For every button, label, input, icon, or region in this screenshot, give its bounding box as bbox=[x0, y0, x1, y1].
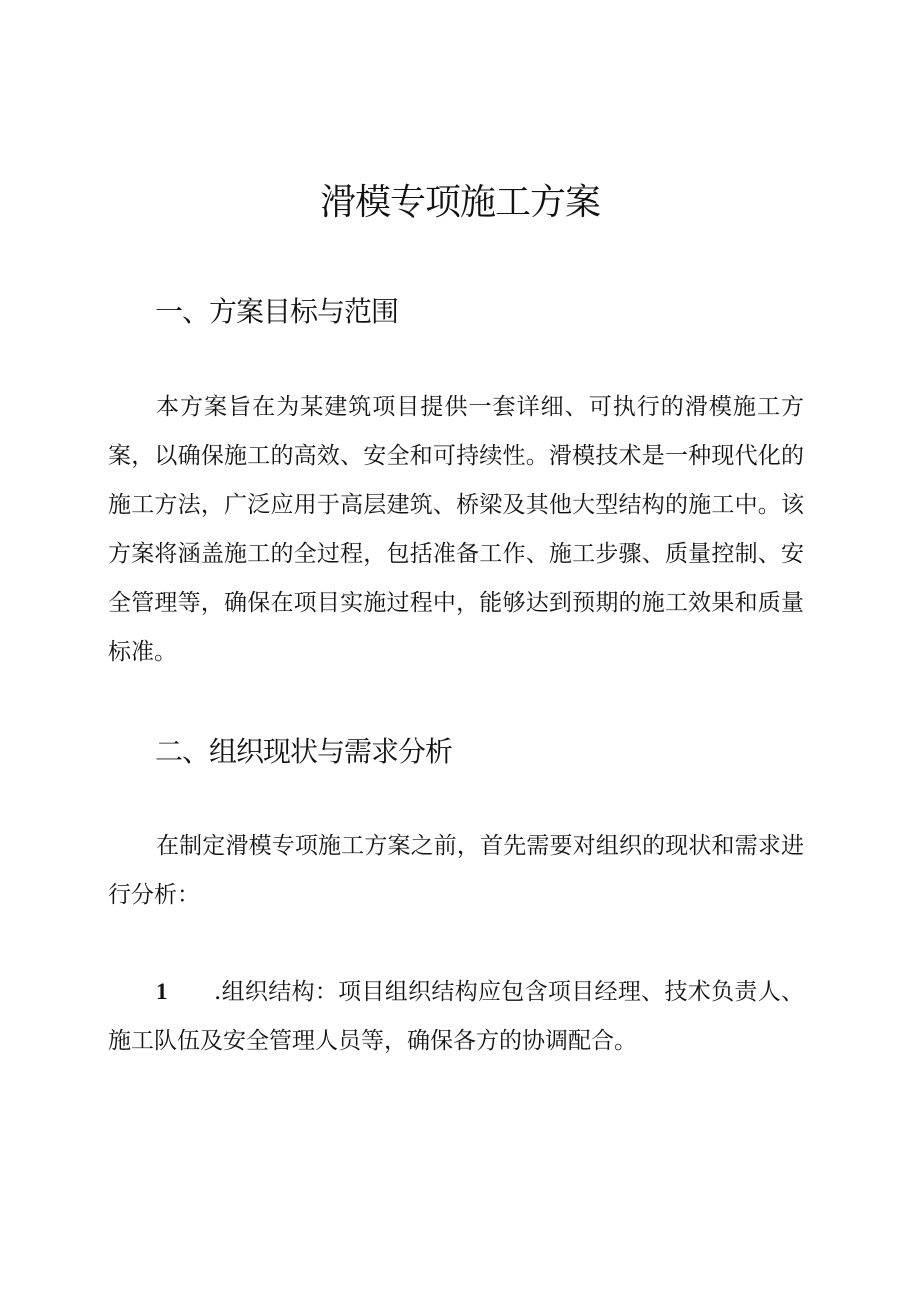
section-2-paragraph: 在制定滑模专项施工方案之前，首先需要对组织的现状和需求进行分析： bbox=[108, 833, 804, 908]
list-item-text: .组织结构：项目组织结构应包含项目经理、技术负责人、施工队伍及安全管理人员等，确保各方的协调配合。 bbox=[108, 979, 804, 1054]
section-heading-1: 一、方案目标与范围 bbox=[155, 295, 399, 328]
section-1-paragraph: 本方案旨在为某建筑项目提供一套详细、可执行的滑模施工方案，以确保施工的高效、安全和可持续性。滑模技术是一种现代化的施工方法，广泛应用于高层建筑、桥梁及其他大型结构的施工中。该方案将涵盖施工的全过程，包括准备工作、施工步骤、质量控制、安全管理等，确保在项目实施过程中，能够达到预期的施工效果和质量标准。 bbox=[108, 394, 804, 665]
list-item bbox=[108, 967, 804, 1066]
document-title: 滑模专项施工方案 bbox=[319, 182, 600, 223]
list-item-number: 1 bbox=[156, 979, 168, 1004]
section-heading-2: 二、组织现状与需求分析 bbox=[155, 735, 453, 768]
